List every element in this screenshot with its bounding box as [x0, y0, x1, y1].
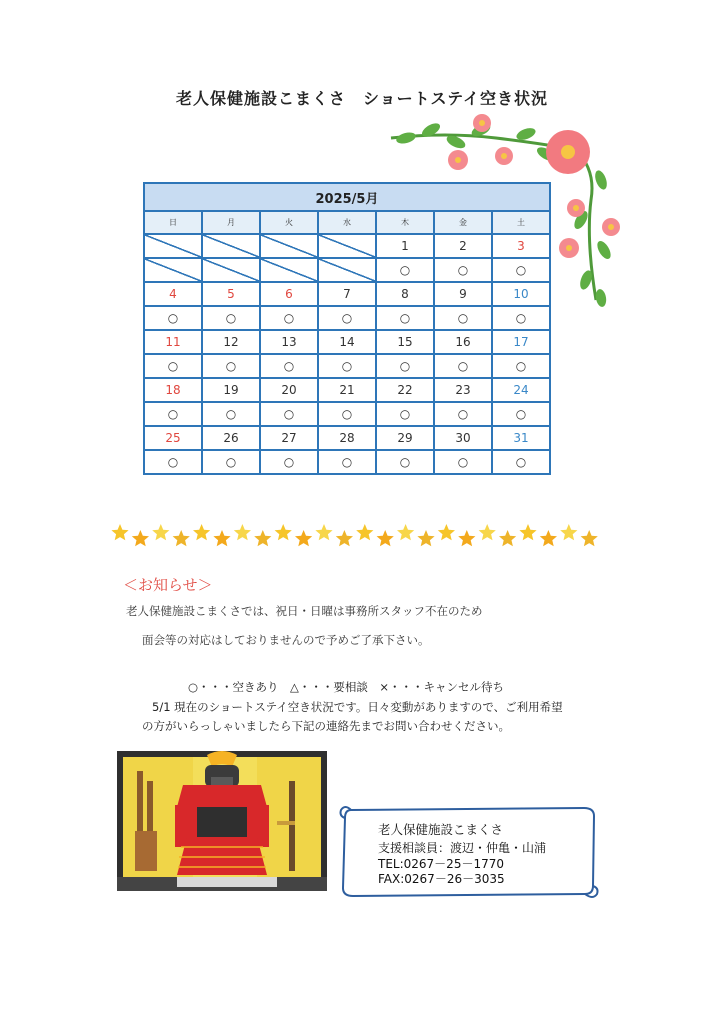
- star-icon: [275, 524, 292, 540]
- calendar-date: 17: [492, 330, 550, 354]
- page-title: 老人保健施設こまくさ ショートステイ空き状況: [175, 89, 549, 108]
- availability-status: [492, 306, 550, 330]
- star-icon: [213, 530, 230, 546]
- weekday-header: 日: [144, 211, 202, 234]
- calendar-date: 24: [492, 378, 550, 402]
- availability-status: [144, 450, 202, 474]
- availability-status: [318, 354, 376, 378]
- calendar-date: 2: [434, 234, 492, 258]
- star-icon: [397, 524, 414, 540]
- calendar-date: 4: [144, 282, 202, 306]
- availability-status: [318, 402, 376, 426]
- weekday-header: 金: [434, 211, 492, 234]
- star-icon: [479, 524, 496, 540]
- calendar-date: 30: [434, 426, 492, 450]
- availability-status-mark: ○: [515, 455, 527, 469]
- star-icon: [581, 530, 598, 546]
- availability-status: [202, 354, 260, 378]
- calendar-date: 20: [260, 378, 318, 402]
- availability-status-mark: ○: [515, 359, 527, 373]
- weekday-header: 水: [318, 211, 376, 234]
- calendar-date: 29: [376, 426, 434, 450]
- star-icon: [519, 524, 536, 540]
- availability-status: [492, 450, 550, 474]
- contact-staff: 支援相談員：渡辺・仲亀・山浦: [378, 841, 547, 855]
- calendar-date: 12: [202, 330, 260, 354]
- availability-status-mark: ○: [399, 311, 411, 325]
- calendar-date: 26: [202, 426, 260, 450]
- status-legend: ○・・・空きあり △・・・要相談 ×・・・キャンセル待ち: [188, 680, 505, 694]
- calendar-date: 5: [202, 282, 260, 306]
- availability-status: [202, 306, 260, 330]
- availability-status-mark: ○: [225, 311, 237, 325]
- star-icon: [132, 530, 149, 546]
- weekday-header: 月: [202, 211, 260, 234]
- availability-status: [492, 402, 550, 426]
- availability-status: [144, 354, 202, 378]
- calendar-date: 13: [260, 330, 318, 354]
- availability-status: [260, 450, 318, 474]
- star-icon: [356, 524, 373, 540]
- star-icon: [377, 530, 394, 546]
- availability-status: [202, 450, 260, 474]
- availability-status: [376, 402, 434, 426]
- availability-status: [434, 258, 492, 282]
- availability-status-mark: ○: [283, 311, 295, 325]
- calendar-date: 11: [144, 330, 202, 354]
- availability-status: [144, 402, 202, 426]
- availability-status: [260, 402, 318, 426]
- availability-status-mark: ○: [457, 311, 469, 325]
- calendar-date: 10: [492, 282, 550, 306]
- availability-status: [434, 402, 492, 426]
- availability-status-mark: ○: [167, 407, 179, 421]
- calendar-month-title: 2025/5月: [144, 183, 550, 211]
- star-garland-icon: [110, 518, 600, 554]
- star-icon: [193, 524, 210, 540]
- availability-status-mark: ○: [457, 407, 469, 421]
- star-icon: [315, 524, 332, 540]
- availability-calendar: [143, 182, 551, 475]
- notice-line-2: 面会等の対応はしておりませんので予めご了承下さい。: [142, 633, 430, 647]
- availability-status-mark: ○: [225, 407, 237, 421]
- star-icon: [295, 530, 312, 546]
- star-icon: [417, 530, 434, 546]
- calendar-date: 19: [202, 378, 260, 402]
- availability-status: [376, 354, 434, 378]
- empty-day-cell: [318, 258, 376, 282]
- calendar-date: 31: [492, 426, 550, 450]
- availability-status: [376, 450, 434, 474]
- calendar-date: 27: [260, 426, 318, 450]
- availability-status: [434, 306, 492, 330]
- contact-facility-name: 老人保健施設こまくさ: [378, 822, 504, 837]
- availability-status: [434, 450, 492, 474]
- calendar-date: 1: [376, 234, 434, 258]
- availability-status: [434, 354, 492, 378]
- calendar-date: 25: [144, 426, 202, 450]
- empty-day-cell: [202, 234, 260, 258]
- availability-status-mark: ○: [399, 407, 411, 421]
- notice-heading: ＜お知らせ＞: [123, 576, 213, 594]
- availability-status: [376, 258, 434, 282]
- availability-status: [260, 354, 318, 378]
- empty-day-cell: [144, 258, 202, 282]
- availability-status-mark: ○: [457, 263, 469, 277]
- availability-status: [318, 450, 376, 474]
- availability-status-mark: ○: [283, 455, 295, 469]
- availability-status: [492, 354, 550, 378]
- empty-day-cell: [202, 258, 260, 282]
- empty-day-cell: [260, 234, 318, 258]
- star-icon: [152, 524, 169, 540]
- calendar-date: 18: [144, 378, 202, 402]
- availability-status-mark: ○: [399, 359, 411, 373]
- star-icon: [438, 524, 455, 540]
- calendar-date: 23: [434, 378, 492, 402]
- contact-fax: FAX:0267－26－3035: [378, 872, 505, 886]
- availability-status: [202, 402, 260, 426]
- star-icon: [540, 530, 557, 546]
- availability-status-mark: ○: [399, 263, 411, 277]
- availability-status-mark: ○: [515, 311, 527, 325]
- empty-day-cell: [144, 234, 202, 258]
- availability-status-mark: ○: [341, 455, 353, 469]
- availability-status-mark: ○: [167, 455, 179, 469]
- availability-status-mark: ○: [283, 359, 295, 373]
- availability-status-mark: ○: [341, 359, 353, 373]
- availability-status-mark: ○: [225, 455, 237, 469]
- availability-status-mark: ○: [457, 455, 469, 469]
- contact-tel: TEL:0267－25－1770: [378, 857, 504, 871]
- star-icon: [254, 530, 271, 546]
- availability-status-mark: ○: [341, 311, 353, 325]
- availability-status-mark: ○: [167, 311, 179, 325]
- availability-status-mark: ○: [167, 359, 179, 373]
- star-icon: [234, 524, 251, 540]
- availability-status: [492, 258, 550, 282]
- star-icon: [173, 530, 190, 546]
- calendar-date: 28: [318, 426, 376, 450]
- calendar-date: 22: [376, 378, 434, 402]
- star-icon: [111, 524, 128, 540]
- calendar-date: 14: [318, 330, 376, 354]
- availability-status-mark: ○: [457, 359, 469, 373]
- availability-status: [260, 306, 318, 330]
- calendar-date: 21: [318, 378, 376, 402]
- availability-status-mark: ○: [515, 407, 527, 421]
- calendar-date: 9: [434, 282, 492, 306]
- star-icon: [336, 530, 353, 546]
- availability-status: [144, 306, 202, 330]
- availability-status-mark: ○: [399, 455, 411, 469]
- calendar-date: 3: [492, 234, 550, 258]
- calendar-date: 6: [260, 282, 318, 306]
- availability-status-mark: ○: [225, 359, 237, 373]
- calendar-date: 8: [376, 282, 434, 306]
- samurai-armor-icon: [117, 751, 327, 891]
- empty-day-cell: [318, 234, 376, 258]
- star-icon: [560, 524, 577, 540]
- calendar-date: 16: [434, 330, 492, 354]
- calendar-date: 15: [376, 330, 434, 354]
- status-note-line-1: 5/1 現在のショートステイ空き状況です。日々変動がありますので、ご利用希望: [152, 700, 563, 714]
- availability-status-mark: ○: [283, 407, 295, 421]
- empty-day-cell: [260, 258, 318, 282]
- availability-status-mark: ○: [515, 263, 527, 277]
- notice-line-1: 老人保健施設こまくさでは、祝日・日曜は事務所スタッフ不在のため: [126, 604, 483, 618]
- availability-status-mark: ○: [341, 407, 353, 421]
- weekday-header: 土: [492, 211, 550, 234]
- weekday-header: 木: [376, 211, 434, 234]
- status-note-line-2: の方がいらっしゃいましたら下記の連絡先までお問い合わせください。: [142, 719, 510, 733]
- calendar-date: 7: [318, 282, 376, 306]
- weekday-header: 火: [260, 211, 318, 234]
- availability-status: [318, 306, 376, 330]
- star-icon: [458, 530, 475, 546]
- star-icon: [499, 530, 516, 546]
- availability-status: [376, 306, 434, 330]
